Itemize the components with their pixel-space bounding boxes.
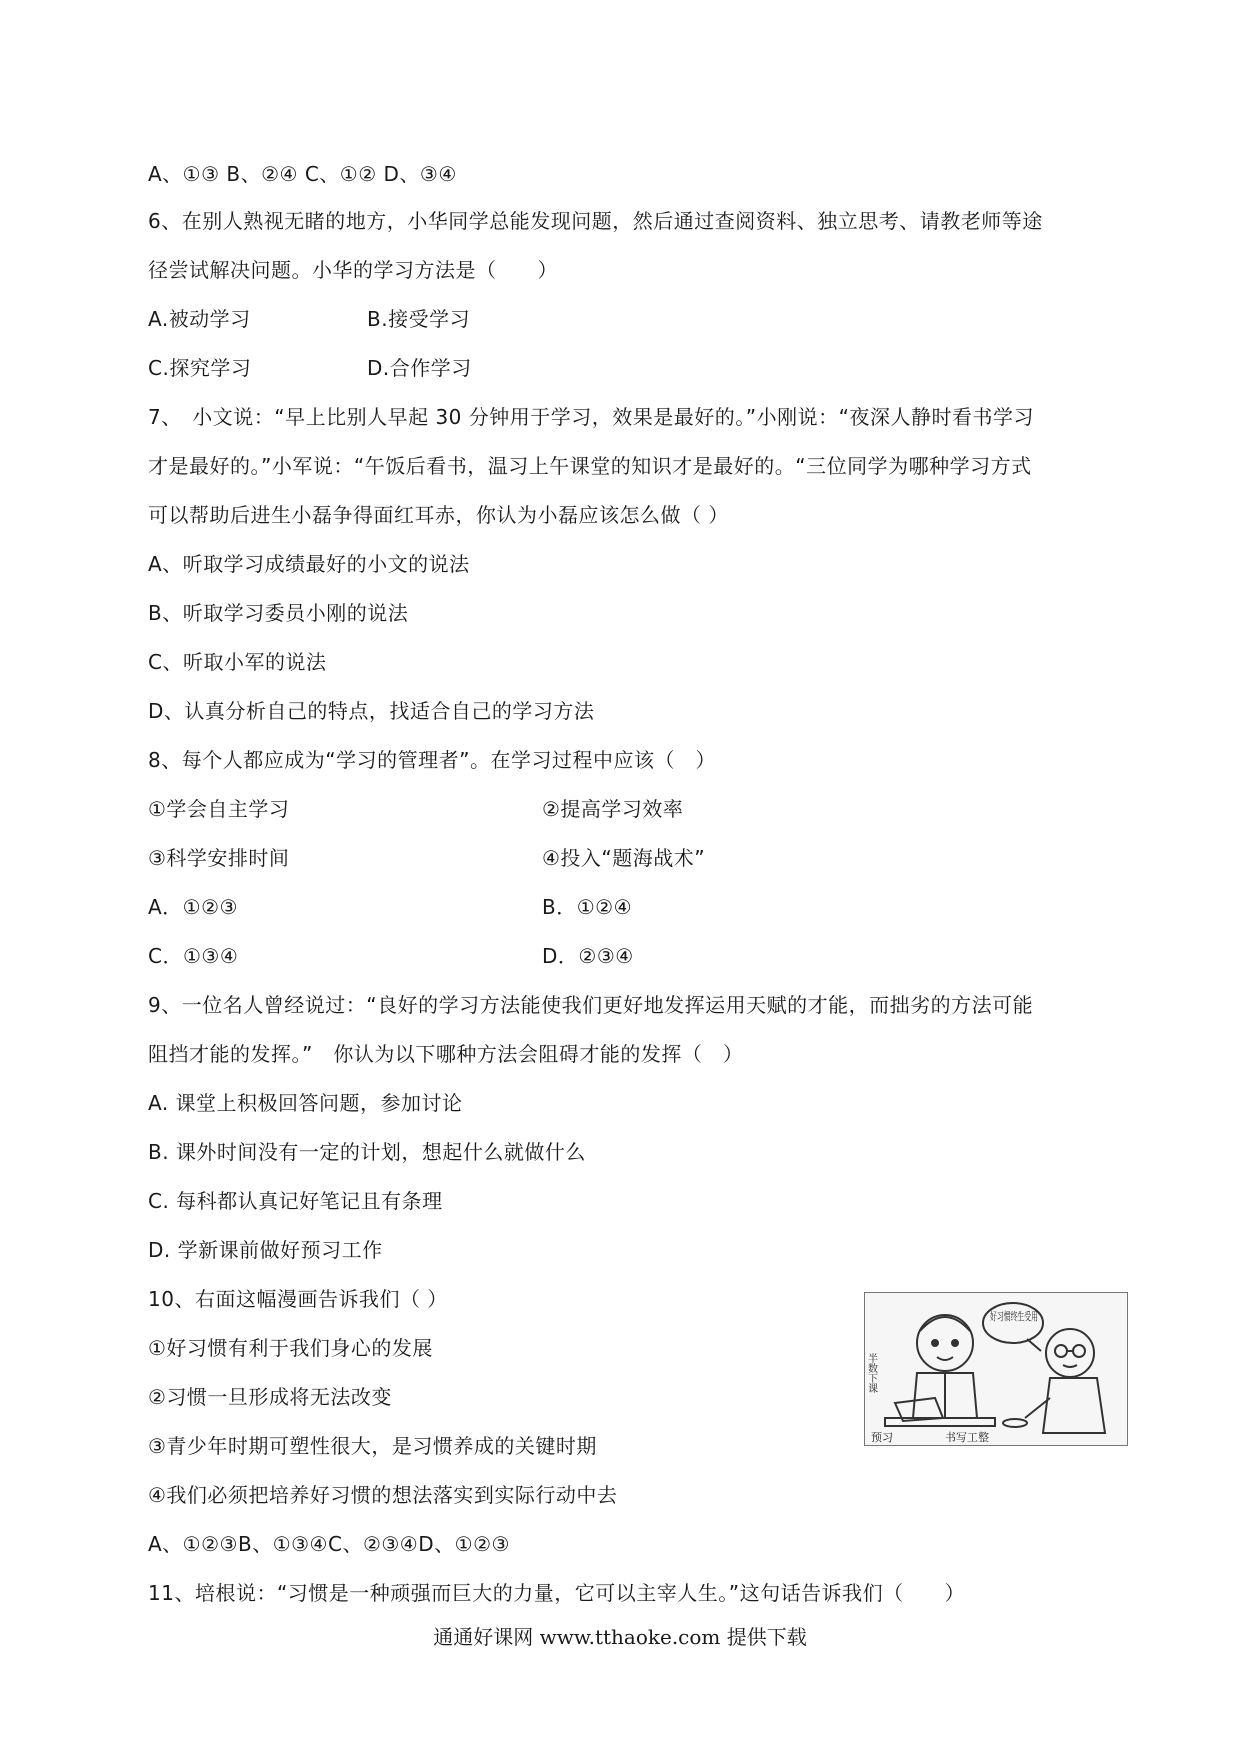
q8-item-4: ④投入“题海战术” (542, 846, 706, 870)
q7-option-c: C、听取小军的说法 (148, 650, 327, 674)
q6-option-d: D.合作学习 (367, 356, 472, 380)
q10-item-3: ③青少年时期可塑性很大，是习惯养成的关键时期 (148, 1434, 597, 1458)
q10-cartoon (864, 1292, 1128, 1446)
q8-item-2: ②提高学习效率 (542, 797, 684, 821)
q6-option-c: C.探究学习 (148, 356, 252, 380)
cartoon-speech-text: 好习惯终生受用 (990, 1310, 1067, 1323)
q5-options: A、①③ B、②④ C、①② D、③④ (148, 162, 457, 186)
q7-option-b: B、听取学习委员小刚的说法 (148, 601, 409, 625)
q10-options: A、①②③B、①③④C、②③④D、①②③ (148, 1532, 510, 1556)
q10-item-4: ④我们必须把培养好习惯的想法落实到实际行动中去 (148, 1483, 618, 1507)
q7-stem-line3: 可以帮助后进生小磊争得面红耳赤，你认为小磊应该怎么做（ ） (148, 503, 729, 527)
q9-stem-line1: 9、一位名人曾经说过：“良好的学习方法能使我们更好地发挥运用天赋的才能，而拙劣的方法可能 (148, 993, 1034, 1017)
q9-option-b: B. 课外时间没有一定的计划，想起什么就做什么 (148, 1140, 586, 1164)
q9-stem-line2: 阻挡才能的发挥。” 你认为以下哪种方法会阻碍才能的发挥（ ） (148, 1042, 744, 1066)
q9-option-c: C. 每科都认真记好笔记且有条理 (148, 1189, 443, 1213)
q6-stem-line2: 径尝试解决问题。小华的学习方法是（ ） (148, 258, 558, 282)
q7-option-d: D、认真分析自己的特点，找适合自己的学习方法 (148, 699, 595, 723)
q9-option-a: A. 课堂上积极回答问题，参加讨论 (148, 1091, 463, 1115)
q8-item-3: ③科学安排时间 (148, 846, 290, 870)
cartoon-caption-right: 书写工整 (945, 1431, 989, 1444)
q7-stem-line2: 才是最好的。”小军说：“午饭后看书，温习上午课堂的知识才是最好的。“三位同学为哪种学习方式 (148, 454, 1032, 478)
q7-stem-line1: 7、 小文说：“早上比别人早起 30 分钟用于学习，效果是最好的。”小刚说：“夜深人静时看书学习 (148, 405, 1034, 429)
cartoon-caption-left: 预习 (871, 1431, 893, 1444)
q8-option-d: D．②③④ (542, 944, 634, 968)
q9-option-d: D. 学新课前做好预习工作 (148, 1238, 383, 1262)
q11-stem: 11、培根说：“习惯是一种顽强而巨大的力量，它可以主宰人生。”这句话告诉我们（ ） (148, 1581, 966, 1605)
q8-stem: 8、每个人都应成为“学习的管理者”。在学习过程中应该（ ） (148, 748, 716, 772)
q7-option-a: A、听取学习成绩最好的小文的说法 (148, 552, 470, 576)
q6-stem-line1: 6、在别人熟视无睹的地方，小华同学总能发现问题，然后通过查阅资料、独立思考、请教老师等途 (148, 209, 1043, 233)
q10-item-2: ②习惯一旦形成将无法改变 (148, 1385, 392, 1409)
q8-option-c: C．①③④ (148, 944, 239, 968)
page-footer: 通通好课网 www.tthaoke.com 提供下载 (433, 1625, 807, 1649)
q8-option-b: B．①②④ (542, 895, 633, 919)
q6-option-b: B.接受学习 (367, 307, 471, 331)
q8-item-1: ①学会自主学习 (148, 797, 290, 821)
q6-option-a: A.被动学习 (148, 307, 251, 331)
cartoon-side-text: 半数下课 (865, 1353, 877, 1393)
cartoon-illustration (865, 1293, 1127, 1445)
q10-item-1: ①好习惯有利于我们身心的发展 (148, 1336, 433, 1360)
q8-option-a: A．①②③ (148, 895, 238, 919)
q10-stem: 10、右面这幅漫画告诉我们（ ） (148, 1287, 448, 1311)
